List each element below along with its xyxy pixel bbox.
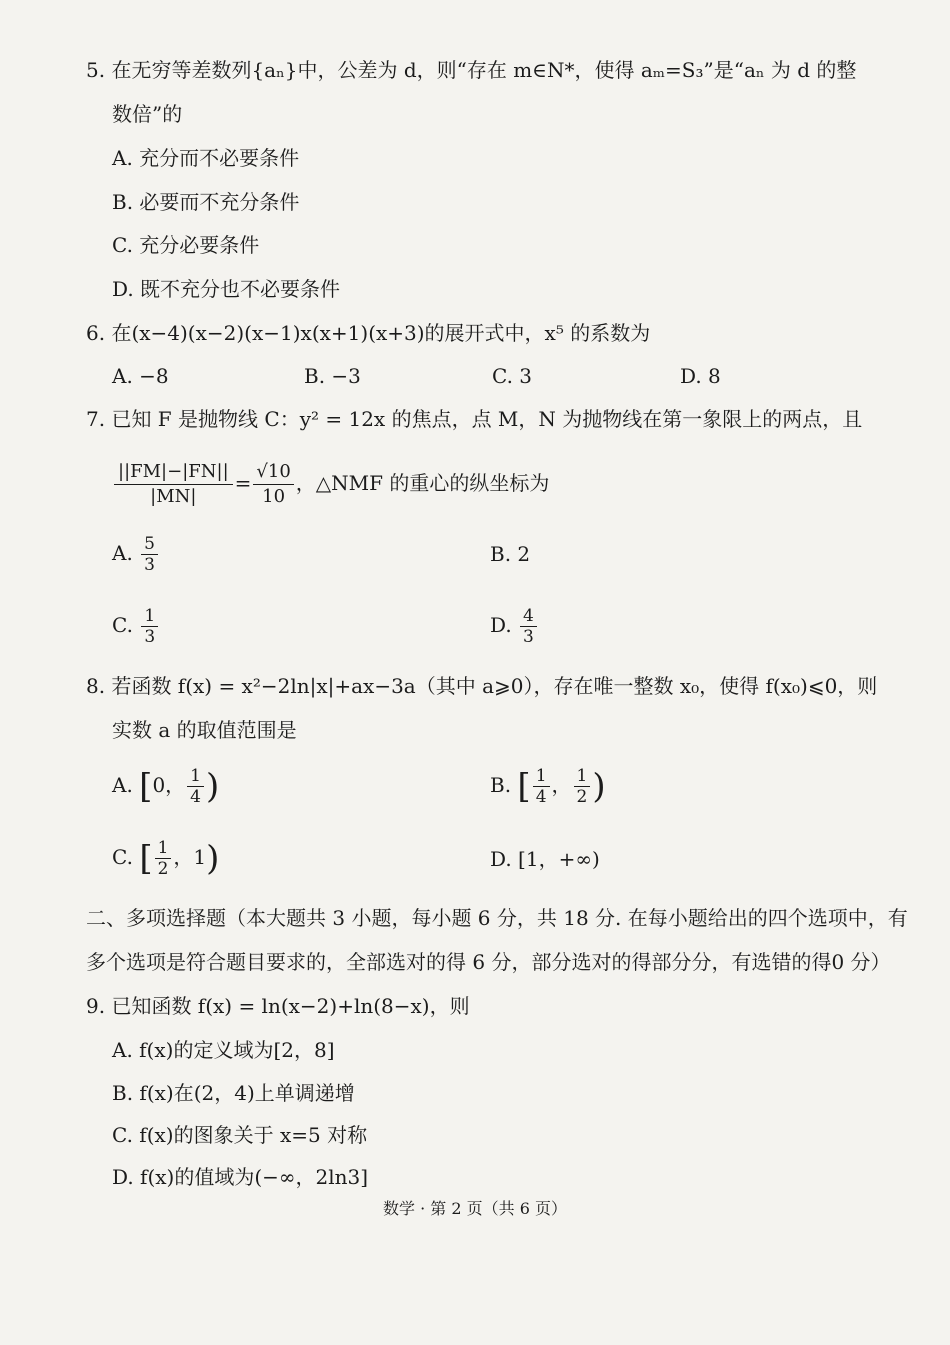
q8-option-c-denominator: 2 (157, 859, 169, 879)
q7-option-c (112, 606, 160, 647)
q8-option-a-denominator: 4 (190, 787, 201, 807)
q7-rhs-fraction (253, 460, 293, 509)
q8-option-b-fraction-1 (533, 766, 550, 807)
q7-option-d (490, 606, 539, 647)
q8-option-c-open-bracket: [ (139, 838, 153, 879)
q8-option-c-label: C. (112, 845, 133, 869)
q7-option-c-label: C. (112, 613, 133, 637)
q7-option-a-fraction (141, 534, 158, 575)
q8-stem-line-2: 实数 a 的取值范围是 (112, 718, 297, 742)
q7-option-a-label: A. (112, 541, 133, 565)
q5-option-d: D. 既不充分也不必要条件 (112, 277, 341, 301)
q7-stem-line-1: 7. 已知 F 是抛物线 C：y² = 12x 的焦点，点 M，N 为抛物线在第一象限上的两点，且 (86, 407, 863, 431)
q5-option-b: B. 必要而不充分条件 (112, 190, 300, 214)
q7-stem-line-2: ，△NMF 的重心的纵坐标为 (295, 471, 550, 495)
q7-option-c-numerator: 1 (141, 606, 158, 627)
q7-option-c-fraction (141, 606, 158, 647)
q6-option-c: C. 3 (492, 364, 533, 388)
q9-option-d: D. f(x)的值域为(−∞，2ln3] (112, 1165, 369, 1189)
q8-option-c-close-bracket: ) (206, 838, 220, 879)
q8-option-a-fraction (187, 766, 204, 807)
q6-option-a: A. −8 (112, 364, 169, 388)
q8-option-a-open-bracket: [ (139, 766, 153, 807)
q8-option-b-denominator-1: 4 (535, 787, 547, 807)
q7-lhs-numerator: ||FM|−|FN|| (114, 460, 233, 485)
q9-option-b: B. f(x)在(2，4)上单调递增 (112, 1081, 355, 1105)
q8-option-a (112, 766, 219, 807)
q8-option-c-fraction (155, 838, 172, 879)
q5-stem-line-1: 5. 在无穷等差数列{aₙ}中，公差为 d，则“存在 m∈N*，使得 aₘ=S₃”是“aₙ 为 d 的整 (86, 58, 857, 82)
q8-option-b-close-bracket: ) (592, 766, 606, 807)
q8-option-a-left: 0， (152, 773, 186, 797)
q8-stem-line-1: 8. 若函数 f(x) = x²−2ln|x|+ax−3a（其中 a⩾0），存在唯一整数 x₀，使得 f(x₀)⩽0，则 (86, 674, 878, 698)
q5-stem-line-2: 数倍”的 (112, 102, 183, 126)
q5-option-c: C. 充分必要条件 (112, 233, 260, 257)
q7-option-d-fraction (520, 606, 537, 647)
q5-option-a: A. 充分而不必要条件 (112, 146, 300, 170)
q8-option-d: D. [1，+∞) (490, 847, 600, 871)
q7-rhs-numerator: √10 (253, 460, 293, 485)
q7-condition (112, 460, 549, 509)
q6-option-b: B. −3 (304, 364, 361, 388)
q8-option-c (112, 838, 219, 879)
q8-option-b (490, 766, 606, 807)
q7-option-a-denominator: 3 (144, 555, 155, 575)
q9-stem: 9. 已知函数 f(x) = ln(x−2)+ln(8−x)，则 (86, 994, 470, 1018)
q8-option-b-denominator-2: 2 (576, 787, 588, 807)
q7-lhs-fraction (114, 460, 233, 509)
q9-option-a: A. f(x)的定义域为[2，8] (112, 1038, 335, 1062)
q8-option-b-comma: ， (551, 773, 572, 797)
q8-option-b-fraction-2 (574, 766, 591, 807)
q8-option-a-label: A. (112, 773, 133, 797)
q9-option-c: C. f(x)的图象关于 x=5 对称 (112, 1123, 368, 1147)
q8-option-a-close-bracket: ) (206, 766, 220, 807)
q7-option-d-label: D. (490, 613, 512, 637)
q7-option-d-denominator: 3 (523, 627, 534, 647)
q7-option-b: B. 2 (490, 542, 531, 566)
q7-option-a (112, 534, 160, 575)
section-2-header-line-1: 二、多项选择题（本大题共 3 小题，每小题 6 分，共 18 分. 在每小题给出的四个选项中，有 (86, 906, 908, 930)
q7-option-c-denominator: 3 (144, 627, 156, 647)
page-footer: 数学 · 第 2 页（共 6 页） (383, 1199, 567, 1218)
q7-option-d-numerator: 4 (520, 606, 537, 627)
q8-option-a-numerator: 1 (187, 766, 204, 787)
q6-stem: 6. 在(x−4)(x−2)(x−1)x(x+1)(x+3)的展开式中，x⁵ 的系数为 (86, 321, 651, 345)
q7-rhs-denominator: 10 (262, 486, 286, 507)
q8-option-b-open-bracket: [ (517, 766, 531, 807)
q8-option-b-numerator-1: 1 (533, 766, 550, 787)
q6-option-d: D. 8 (680, 364, 721, 388)
q8-option-c-numerator: 1 (155, 838, 172, 859)
q8-option-b-numerator-2: 1 (574, 766, 591, 787)
q7-lhs-denominator: |MN| (150, 486, 197, 507)
section-2-header-line-2: 多个选项是符合题目要求的，全部选对的得 6 分，部分选对的得部分分，有选错的得0 分） (86, 950, 891, 974)
q8-option-b-label: B. (490, 773, 512, 797)
q7-option-a-numerator: 5 (141, 534, 158, 555)
q8-option-c-right: ，1 (173, 845, 207, 869)
q7-equals: = (234, 471, 252, 495)
